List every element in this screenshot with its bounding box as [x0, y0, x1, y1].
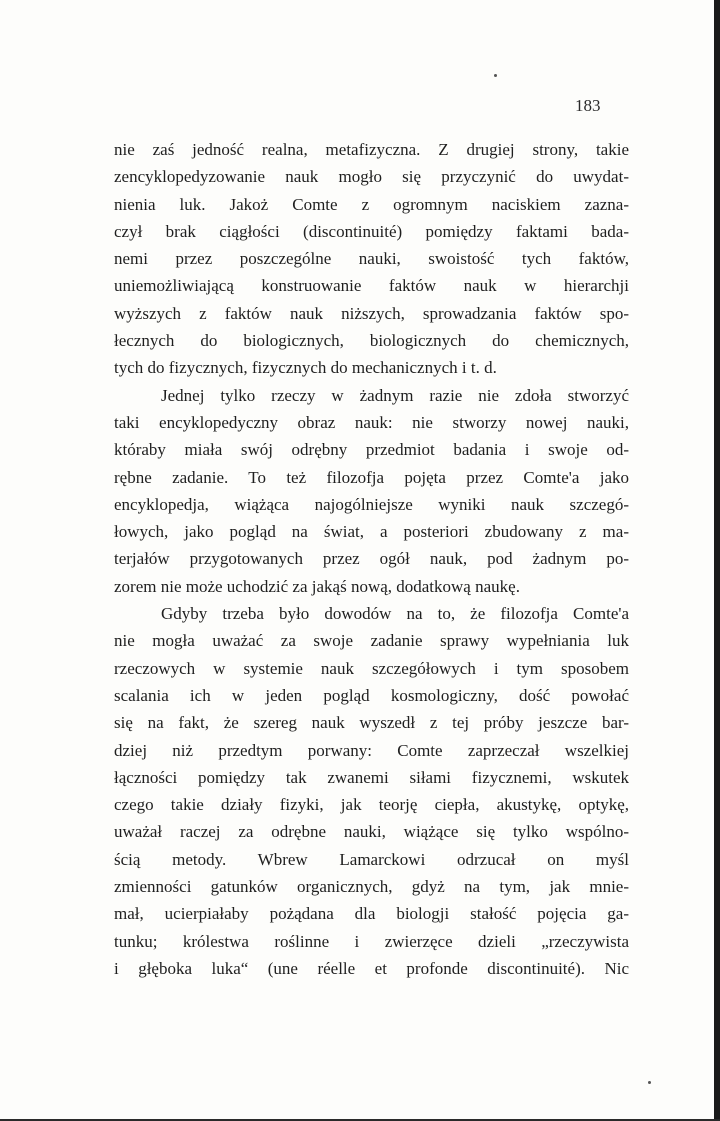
page-edge-shadow: [714, 0, 720, 1121]
body-text: [114, 136, 629, 982]
text-line: uważał raczej za odrębne nauki, wiążące się tylko wspólno-: [114, 822, 629, 842]
text-line: uniemożliwiającą konstruowanie faktów nauk w hierarchji: [114, 276, 629, 296]
text-line: encyklopedja, wiążąca najogólniejsze wyniki nauk szczegó-: [114, 494, 629, 514]
text-line: Jednej tylko rzeczy w żadnym razie nie zdoła stworzyć: [161, 385, 629, 405]
text-line: tych do fizycznych, fizycznych do mechanicznych i t. d.: [114, 358, 497, 378]
text-line: rzeczowych w systemie nauk szczegółowych i tym sposobem: [114, 658, 629, 678]
text-line: łowych, jako pogląd na świat, a posteriori zbudowany z ma-: [114, 522, 629, 542]
text-line: Gdyby trzeba było dowodów na to, że filozofja Comte'a: [161, 604, 629, 624]
text-line: czego takie działy fizyki, jak teorję ciepła, akustykę, optykę,: [114, 795, 629, 815]
text-line: zmienności gatunków organicznych, gdyż na tym, jak mnie-: [114, 877, 629, 897]
text-line: któraby miała swój odrębny przedmiot badania i swoje od-: [114, 440, 629, 460]
text-line: ścią metody. Wbrew Lamarckowi odrzucał on myśl: [114, 849, 629, 869]
text-line: taki encyklopedyczny obraz nauk: nie stworzy nowej nauki,: [114, 412, 629, 432]
text-line: zorem nie może uchodzić za jakąś nową, dodatkową naukę.: [114, 576, 520, 596]
text-line: nemi przez poszczególne nauki, swoistość tych faktów,: [114, 249, 629, 269]
text-line: łączności pomiędzy tak zwanemi siłami fizycznemi, wskutek: [114, 767, 629, 787]
text-line: wyższych z faktów nauk niższych, sprowadzania faktów spo-: [114, 303, 629, 323]
text-line: nienia luk. Jakoż Comte z ogromnym naciskiem zazna-: [114, 194, 629, 214]
text-line: rębne zadanie. To też filozofja pojęta przez Comte'a jako: [114, 467, 629, 487]
text-line: tunku; królestwa roślinne i zwierzęce dzieli „rzeczywista: [114, 931, 629, 951]
speck-mark: [648, 1081, 651, 1084]
text-line: dziej niż przedtym porwany: Comte zaprzeczał wszelkiej: [114, 740, 629, 760]
text-line: zencyklopedyzowanie nauk mogło się przyczynić do uwydat-: [114, 167, 629, 187]
text-line: nie zaś jedność realna, metafizyczna. Z drugiej strony, takie: [114, 140, 629, 159]
text-line: się na fakt, że szereg nauk wyszedł z tej próby jeszcze bar-: [114, 713, 629, 733]
text-line: mał, ucierpiałaby pożądana dla biologji stałość pojęcia ga-: [114, 904, 629, 924]
page-number: 183: [575, 96, 601, 115]
text-line: nie mogła uważać za swoje zadanie sprawy wypełniania luk: [114, 631, 629, 651]
text-line: czył brak ciągłości (discontinuité) pomiędzy faktami bada-: [114, 221, 629, 241]
text-line: terjałów przygotowanych przez ogół nauk, pod żadnym po-: [114, 549, 629, 569]
text-line: scalania ich w jeden pogląd kosmologiczny, dość powołać: [114, 685, 629, 705]
text-line: i głęboka luka“ (une réelle et profonde discontinuité). Nic: [114, 958, 629, 978]
text-line: łecznych do biologicznych, biologicznych do chemicznych,: [114, 331, 629, 351]
speck-mark: [494, 74, 497, 77]
